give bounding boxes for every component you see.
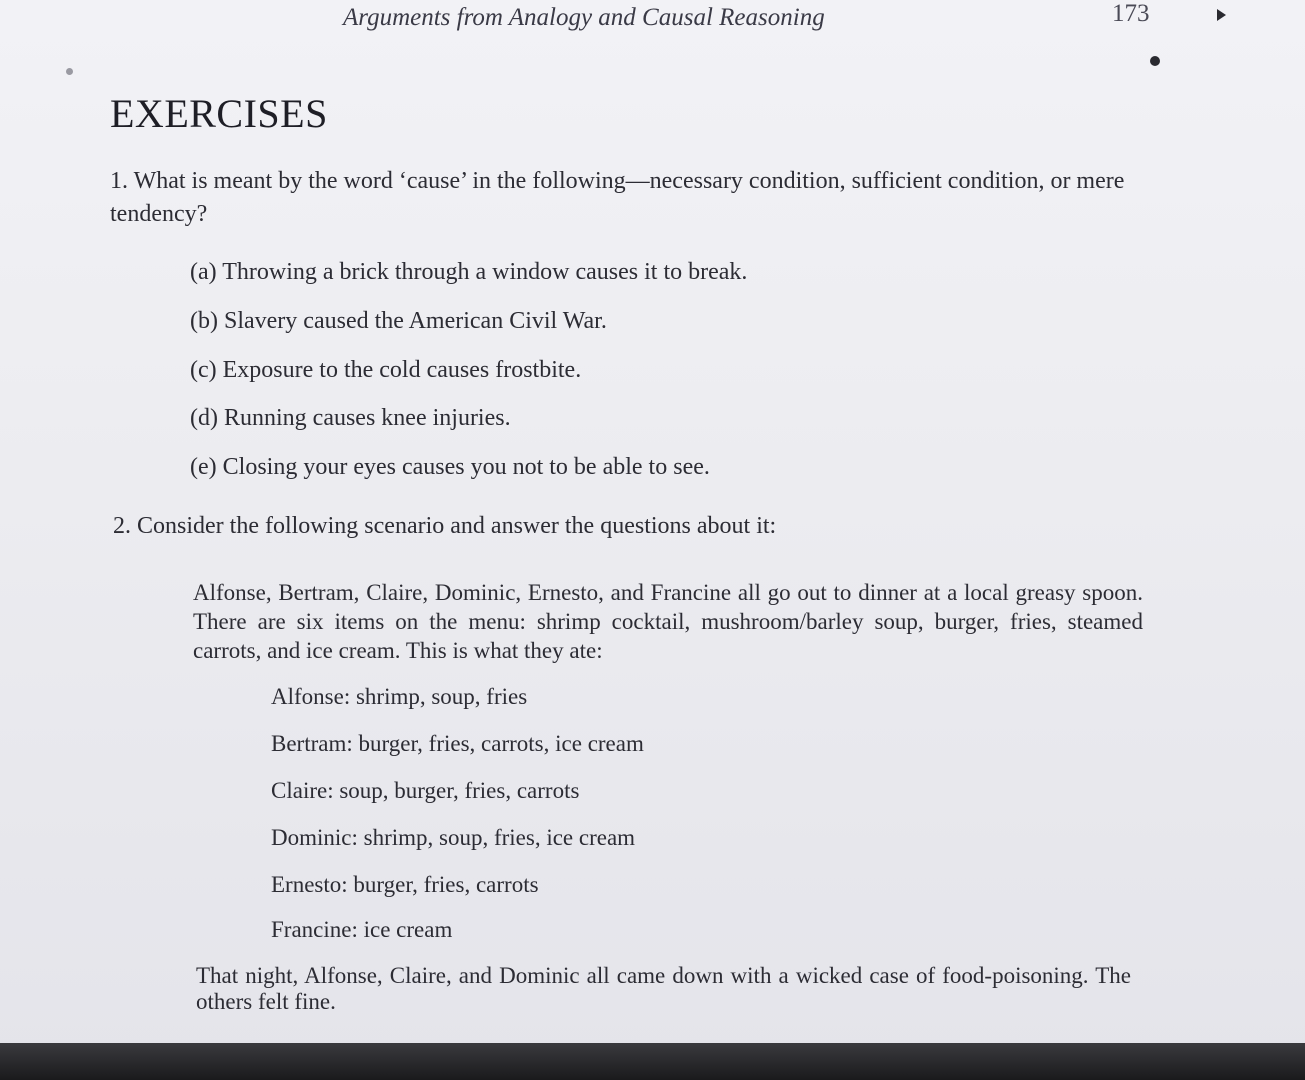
margin-dot-left-icon — [66, 68, 73, 75]
monitor-bezel — [0, 1043, 1305, 1080]
question-1-item-e: (e) Closing your eyes causes you not to be able to see. — [190, 454, 710, 480]
diet-line-ernesto: Ernesto: burger, fries, carrots — [271, 872, 539, 897]
diet-line-alfonse: Alfonse: shrimp, soup, fries — [271, 684, 528, 709]
diet-line-francine: Francine: ice cream — [271, 917, 453, 942]
question-1-item-a: (a) Throwing a brick through a window causes it to break. — [190, 259, 748, 285]
question-2-prompt: 2. Consider the following scenario and answer the questions about it: — [113, 513, 777, 539]
scenario-paragraph: Alfonse, Bertram, Claire, Dominic, Ernesto, and Francine all go out to dinner at a local greasy spoon. There are six items on the menu: shrimp cocktail, mushroom/barley soup, burger, fries, steamed carrots, and ice cream. This is what they ate: — [193, 580, 1143, 663]
arrow-mark-icon — [1215, 8, 1227, 22]
question-1-item-b: (b) Slavery caused the American Civil War. — [190, 308, 607, 334]
question-1-prompt: 1. What is meant by the word ‘cause’ in the following—necessary condition, sufficient condition, or mere tendency? — [110, 168, 1125, 227]
section-title: EXERCISES — [110, 91, 328, 136]
diet-line-bertram: Bertram: burger, fries, carrots, ice cream — [271, 731, 644, 756]
page-number: 173 — [1112, 0, 1150, 27]
question-1-item-d: (d) Running causes knee injuries. — [190, 405, 511, 431]
margin-dot-icon — [1150, 56, 1160, 66]
outcome-paragraph: That night, Alfonse, Claire, and Dominic all came down with a wicked case of food-poisoning. The others felt fine. — [196, 963, 1131, 1014]
question-1-item-c: (c) Exposure to the cold causes frostbite. — [190, 357, 582, 383]
running-head: Arguments from Analogy and Causal Reasoning — [343, 4, 825, 31]
diet-line-claire: Claire: soup, burger, fries, carrots — [271, 778, 580, 803]
diet-line-dominic: Dominic: shrimp, soup, fries, ice cream — [271, 825, 636, 850]
